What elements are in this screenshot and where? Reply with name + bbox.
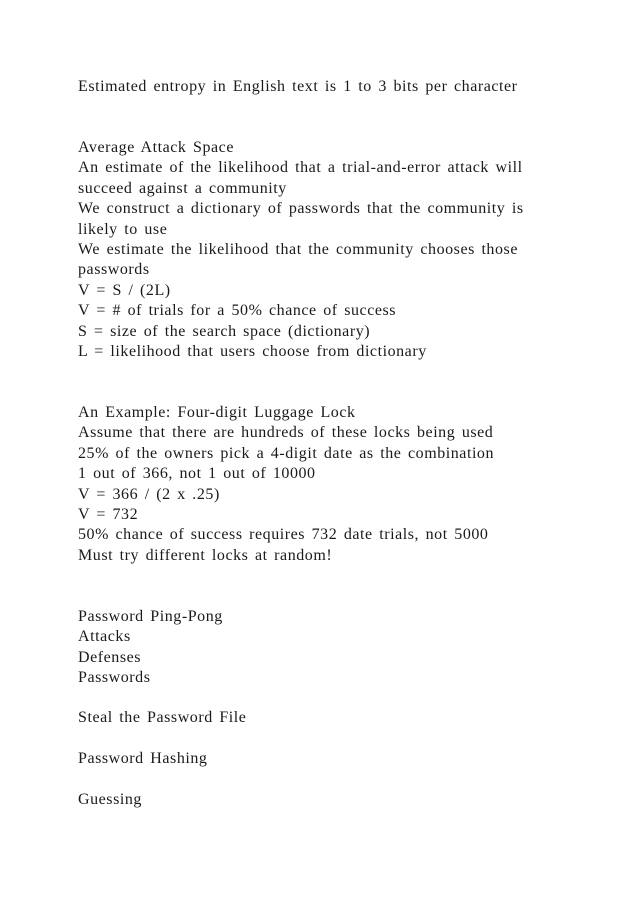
- text-line: We estimate the likelihood that the community chooses those: [78, 241, 518, 259]
- formula-line: V = S / (2L): [78, 281, 171, 299]
- text-line: Attacks: [78, 628, 131, 646]
- section-heading: Guessing: [78, 791, 142, 808]
- luggage-lock-example-section: [78, 403, 618, 566]
- section-heading: An Example: Four-digit Luggage Lock: [78, 404, 356, 421]
- text-line: Assume that there are hundreds of these locks being used: [78, 424, 494, 442]
- text-line: Estimated entropy in English text is 1 to 3 bits per character: [78, 78, 518, 95]
- text-line: passwords: [78, 261, 150, 279]
- password-hashing-heading: [78, 749, 618, 769]
- password-ping-pong-section: [78, 607, 618, 689]
- formula-line: S = size of the search space (dictionary): [78, 322, 371, 340]
- section-heading: Password Hashing: [78, 750, 208, 767]
- average-attack-space-section: [78, 138, 618, 362]
- text-line: An estimate of the likelihood that a trial-and-error attack will: [78, 159, 523, 177]
- steal-password-file-heading: [78, 708, 618, 728]
- formula-line: V = # of trials for a 50% chance of success: [78, 302, 397, 320]
- entropy-paragraph: [78, 77, 618, 97]
- text-line: 25% of the owners pick a 4-digit date as the combination: [78, 444, 495, 462]
- text-line: Passwords: [78, 669, 151, 687]
- section-heading: Steal the Password File: [78, 709, 247, 726]
- formula-line: L = likelihood that users choose from dictionary: [78, 343, 427, 361]
- section-heading: Average Attack Space: [78, 139, 234, 156]
- guessing-heading: [78, 790, 618, 810]
- text-line: We construct a dictionary of passwords that the community is: [78, 200, 524, 218]
- text-line: 50% chance of success requires 732 date trials, not 5000: [78, 526, 489, 544]
- formula-line: V = 732: [78, 506, 139, 524]
- text-line: 1 out of 366, not 1 out of 10000: [78, 465, 316, 483]
- text-line: Defenses: [78, 648, 142, 666]
- formula-line: V = 366 / (2 x .25): [78, 485, 220, 503]
- text-line: succeed against a community: [78, 179, 287, 197]
- text-line: Must try different locks at random!: [78, 546, 333, 564]
- section-heading: Password Ping-Pong: [78, 608, 223, 625]
- text-line: likely to use: [78, 220, 168, 238]
